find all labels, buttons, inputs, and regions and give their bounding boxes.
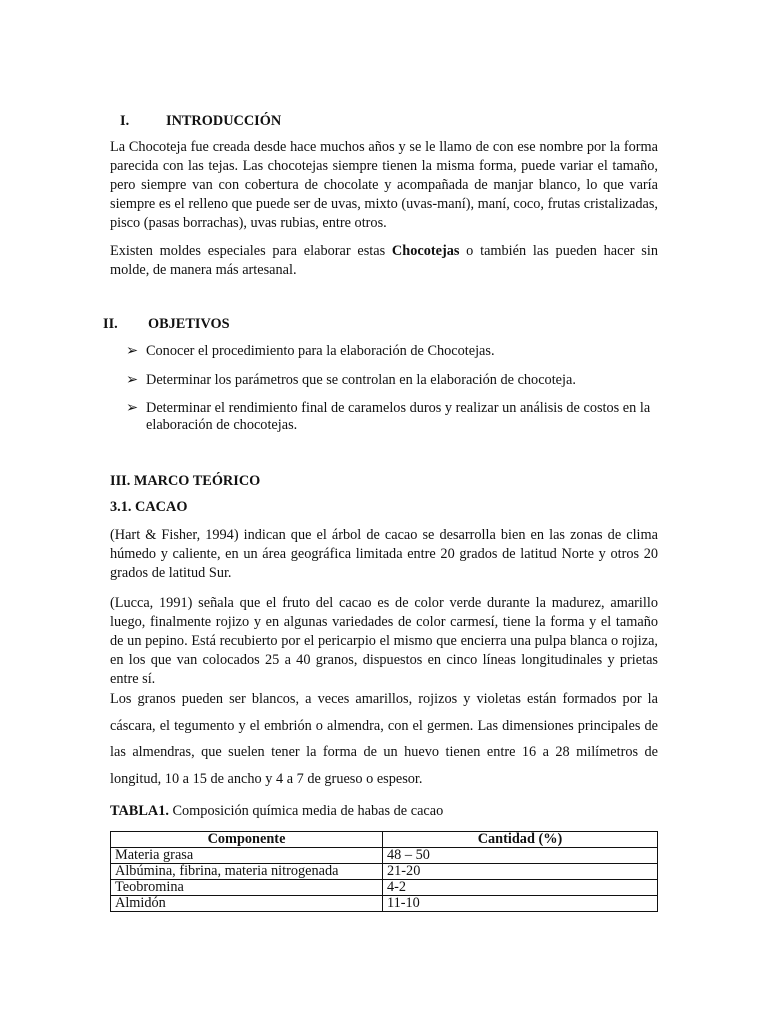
- table-caption: [110, 803, 443, 820]
- intro-paragraph-2: [110, 242, 658, 280]
- marco-heading: III. MARCO TEÓRICO: [110, 473, 261, 489]
- cell-componente: Teobromina: [111, 880, 383, 896]
- composition-table: [110, 831, 658, 912]
- header-cantidad: Cantidad (%): [383, 832, 658, 848]
- intro-paragraph-1: La Chocoteja fue creada desde hace muchos años y se le llamo de con ese nombre por la forma parecida con las tejas. Las chocotejas siempre tienen la misma forma, puede variar el tamaño, pero siempre van con cobertura de chocolate y acompañada de manjar blanco, lo que varía siempre es el relleno que puede ser de uvas, mixto (uvas-maní), maní, coco, frutas cristalizadas, pisco (pasas borrachas), uvas rubias, entre otros.: [110, 139, 658, 231]
- cell-cantidad: 21-20: [383, 864, 658, 880]
- marco-paragraph-3: Los granos pueden ser blancos, a veces amarillos, rojizos y violetas están formados por la cáscara, el tegumento y el embrión o almendra, con el germen. Las dimensiones principales de las almendras, que suelen tener la forma de un huevo tienen entre 16 a 28 milímetros de longitud, 10 a 15 de ancho y 4 a 7 de grueso o espesor.: [110, 691, 658, 787]
- objetivos-heading-number: II.: [103, 316, 118, 332]
- arrow-bullet-icon: ➢: [126, 400, 138, 416]
- objetivo-item-text: Conocer el procedimiento para la elaboración de Chocotejas.: [146, 343, 495, 359]
- table-row: [111, 848, 658, 864]
- header-componente: Componente: [111, 832, 383, 848]
- intro-heading-number: I.: [120, 113, 130, 129]
- cell-cantidad: 4-2: [383, 880, 658, 896]
- cell-componente: Materia grasa: [111, 848, 383, 864]
- intro-p2-bold: Chocotejas: [391, 243, 460, 259]
- objetivo-item: [126, 343, 666, 360]
- intro-heading-title: INTRODUCCIÓN: [166, 113, 282, 129]
- table-row: [111, 864, 658, 880]
- cacao-subheading: 3.1. CACAO: [110, 499, 188, 515]
- objetivos-heading-title: OBJETIVOS: [148, 316, 230, 332]
- table-header-row: [111, 832, 658, 848]
- marco-paragraph-1: (Hart & Fisher, 1994) indican que el árbol de cacao se desarrolla bien en las zonas de clima húmedo y caliente, en un área geográfica limitada entre 20 grados de latitud Norte y otros 20 grados de latitud Sur.: [110, 527, 658, 581]
- table-caption-text: Composición química media de habas de cacao: [168, 803, 444, 819]
- table-row: [111, 896, 658, 912]
- arrow-bullet-icon: ➢: [126, 343, 138, 359]
- table-row: [111, 880, 658, 896]
- arrow-bullet-icon: ➢: [126, 372, 138, 388]
- objetivo-item-text: Determinar los parámetros que se controlan en la elaboración de chocoteja.: [146, 372, 576, 388]
- intro-p2-text-b: o también las pueden hacer sin molde, de manera más artesanal.: [110, 243, 658, 278]
- objetivo-item: [126, 372, 666, 389]
- cell-cantidad: 48 – 50: [383, 848, 658, 864]
- objetivo-item: [126, 400, 658, 434]
- table-caption-label: TABLA1.: [110, 803, 169, 819]
- cell-componente: Almidón: [111, 896, 383, 912]
- cell-componente: Albúmina, fibrina, materia nitrogenada: [111, 864, 383, 880]
- intro-p2-text-a: Existen moldes especiales para elaborar estas: [110, 243, 392, 259]
- marco-paragraph-2: (Lucca, 1991) señala que el fruto del cacao es de color verde durante la madurez, amarillo luego, finalmente rojizo y en algunas variedades de color carmesí, tiene la forma y el tamaño de un pepino. Está recubierto por el pericarpio el mismo que encierra una pulpa blanca o rojiza, en los que van colocados 25 a 40 granos, dispuestos en cinco líneas longitudinales y prietas entre sí.: [110, 595, 658, 687]
- cell-cantidad: 11-10: [383, 896, 658, 912]
- objetivo-item-text: Determinar el rendimiento final de caramelos duros y realizar un análisis de costos en la elaboración de chocotejas.: [146, 400, 651, 433]
